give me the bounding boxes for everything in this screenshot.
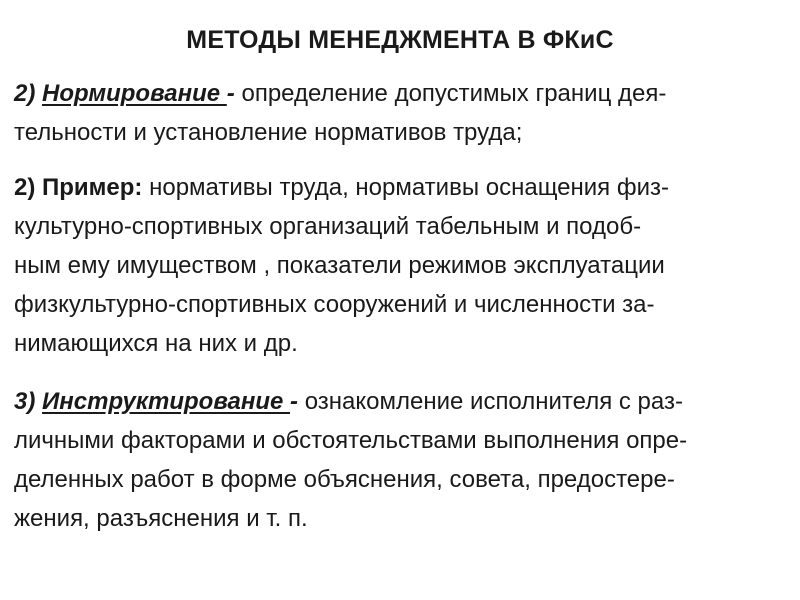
example-text: нормативы труда, нормативы оснащения физ- xyxy=(142,174,669,201)
item-number: 3) xyxy=(14,388,43,415)
term-dash: - xyxy=(226,80,242,107)
page-title: МЕТОДЫ МЕНЕДЖМЕНТА В ФКиС xyxy=(186,26,614,54)
paragraph-line xyxy=(14,382,792,421)
definition-text: ознакомление исполнителя с раз- xyxy=(304,388,683,415)
item-number: 2) xyxy=(14,80,43,107)
paragraph-line: деленных работ в форме объяснения, совета, предостере- xyxy=(14,466,675,493)
paragraph-line: нимающихся на них и др. xyxy=(14,330,298,357)
example-label: 2) Пример: xyxy=(14,174,143,201)
paragraph-line: личными факторами и обстоятельствами выполнения опре- xyxy=(14,427,688,454)
paragraph-line: ным ему имуществом , показатели режимов эксплуатации xyxy=(14,252,665,279)
paragraph-line: жения, разъяснения и т. п. xyxy=(14,505,308,532)
definition-text: определение допустимых границ дея- xyxy=(241,80,667,107)
term-normirovanie: Нормирование xyxy=(42,80,227,107)
term-instruktirovanie: Инструктирование xyxy=(42,388,291,415)
paragraph-line: культурно-спортивных организаций табельным и подоб- xyxy=(14,213,642,240)
paragraph-normirovanie xyxy=(14,74,792,152)
paragraph-instruktirovanie xyxy=(14,382,792,538)
paragraph-line xyxy=(14,74,792,113)
paragraph-line: физкультурно-спортивных сооружений и численности за- xyxy=(14,291,655,318)
paragraph-line: тельности и установление нормативов труда; xyxy=(14,119,523,146)
term-dash: - xyxy=(290,388,305,415)
paragraph-line xyxy=(14,168,792,207)
paragraph-example xyxy=(14,168,792,363)
